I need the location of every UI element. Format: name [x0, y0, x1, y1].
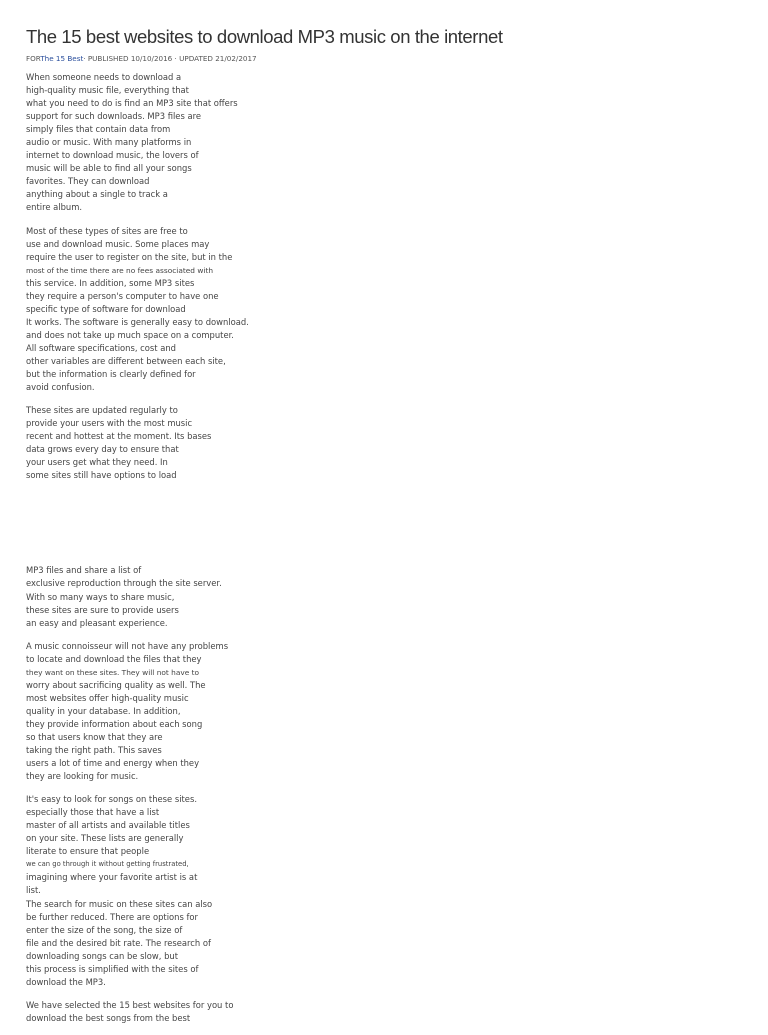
text-line: most of the time there are no fees associated with [26, 265, 214, 275]
text-line: It works. The software is generally easy to download. [26, 316, 249, 327]
text-line: master of all artists and available titles [26, 820, 190, 831]
text-line: some sites still have options to load [26, 470, 177, 481]
text-line: specific type of software for download [26, 303, 186, 314]
text-line: high-quality music file, everything that [26, 85, 189, 96]
text-line: literate to ensure that people [26, 846, 150, 857]
blank-space [26, 492, 286, 564]
text-line: other variables are different between each site, [26, 355, 226, 366]
text-line: These sites are updated regularly to [26, 405, 178, 416]
meta-for-label: FOR [26, 54, 41, 63]
text-line: audio or music. With many platforms in [26, 137, 192, 148]
text-line: It's easy to look for songs on these sites. [26, 794, 197, 805]
text-line: imagining where your favorite artist is at [26, 872, 198, 883]
text-line: A music connoisseur will not have any problems [26, 640, 229, 651]
article-title: The 15 best websites to download MP3 music on the internet [26, 26, 503, 47]
text-line: exclusive reproduction through the site server. [26, 578, 222, 589]
text-line: we can go through it without getting frustrated, [26, 860, 189, 869]
text-line: All software specifications, cost and [26, 342, 176, 353]
article [26, 26, 503, 1035]
text-line: MP3 files and share a list of [26, 565, 142, 576]
text-line: on your site. These lists are generally [26, 833, 184, 844]
text-line: users a lot of time and energy when they [26, 758, 200, 769]
text-line: internet to download music, the lovers of [26, 150, 199, 161]
text-line: they provide information about each song [26, 718, 203, 729]
text-line: these sites are sure to provide users [26, 604, 179, 615]
paragraph-free-sites [26, 225, 286, 395]
text-line: When someone needs to download a [26, 72, 182, 82]
text-line: downloading songs can be slow, but [26, 950, 178, 961]
article-meta [26, 54, 286, 63]
text-line: use and download music. Some places may [26, 238, 210, 249]
paragraph-search [26, 793, 286, 989]
text-line: With so many ways to share music, [26, 591, 175, 602]
text-line: avoid confusion. [26, 382, 95, 393]
text-line: recent and hottest at the moment. Its bases [26, 431, 212, 442]
text-line: what you need to do is find an MP3 site that offers [26, 98, 238, 109]
text-line: they are looking for music. [26, 771, 139, 782]
paragraph-updates [26, 404, 286, 482]
text-line: taking the right path. This saves [26, 745, 162, 756]
text-line: quality in your database. In addition, [26, 705, 181, 716]
text-line: support for such downloads. MP3 files are [26, 111, 202, 122]
text-line: favorites. They can download [26, 176, 150, 187]
author-link[interactable]: The 15 Best [40, 54, 84, 63]
text-line: but the information is clearly defined for [26, 369, 196, 380]
text-line: worry about sacrificing quality as well. The [26, 679, 206, 690]
text-line: so that users know that they are [26, 731, 163, 742]
text-line: entire album. [26, 202, 83, 213]
text-line: file and the desired bit rate. The research of [26, 937, 211, 948]
text-line: download the MP3. [26, 976, 106, 987]
text-line: list. [26, 885, 41, 896]
text-line: music will be able to find all your songs [26, 163, 192, 174]
text-line: this service. In addition, some MP3 sites [26, 277, 195, 288]
text-line: an easy and pleasant experience. [26, 617, 168, 628]
text-line: simply files that contain data from [26, 124, 171, 135]
text-line: and does not take up much space on a computer. [26, 329, 234, 340]
text-line: most websites offer high-quality music [26, 692, 189, 703]
text-line: require the user to register on the site, but in the [26, 251, 233, 262]
text-line: The search for music on these sites can also [26, 898, 213, 909]
text-line: enter the size of the song, the size of [26, 924, 183, 935]
text-line: provide your users with the most music [26, 418, 193, 429]
text-line: to locate and download the files that they [26, 653, 202, 664]
text-line: download the best songs from the best [26, 1012, 191, 1023]
paragraph-share [26, 564, 286, 629]
paragraph-connoisseur [26, 640, 286, 784]
text-line: Most of these types of sites are free to [26, 225, 188, 236]
meta-dates: · PUBLISHED 10/10/2016 · UPDATED 21/02/2017 [83, 54, 257, 63]
text-line: We have selected the 15 best websites for you to [26, 999, 234, 1010]
text-line: they require a person's computer to have one [26, 290, 219, 301]
text-line: data grows every day to ensure that [26, 444, 179, 455]
text-line: especially those that have a list [26, 807, 160, 818]
text-line: your users get what they need. In [26, 457, 168, 468]
text-line: be further reduced. There are options for [26, 911, 198, 922]
text-line: this process is simplified with the sites of [26, 963, 199, 974]
paragraph-intro [26, 71, 286, 215]
text-line: anything about a single to track a [26, 189, 168, 200]
text-line: they want on these sites. They will not have to [26, 667, 200, 677]
paragraph-selection [26, 999, 286, 1025]
